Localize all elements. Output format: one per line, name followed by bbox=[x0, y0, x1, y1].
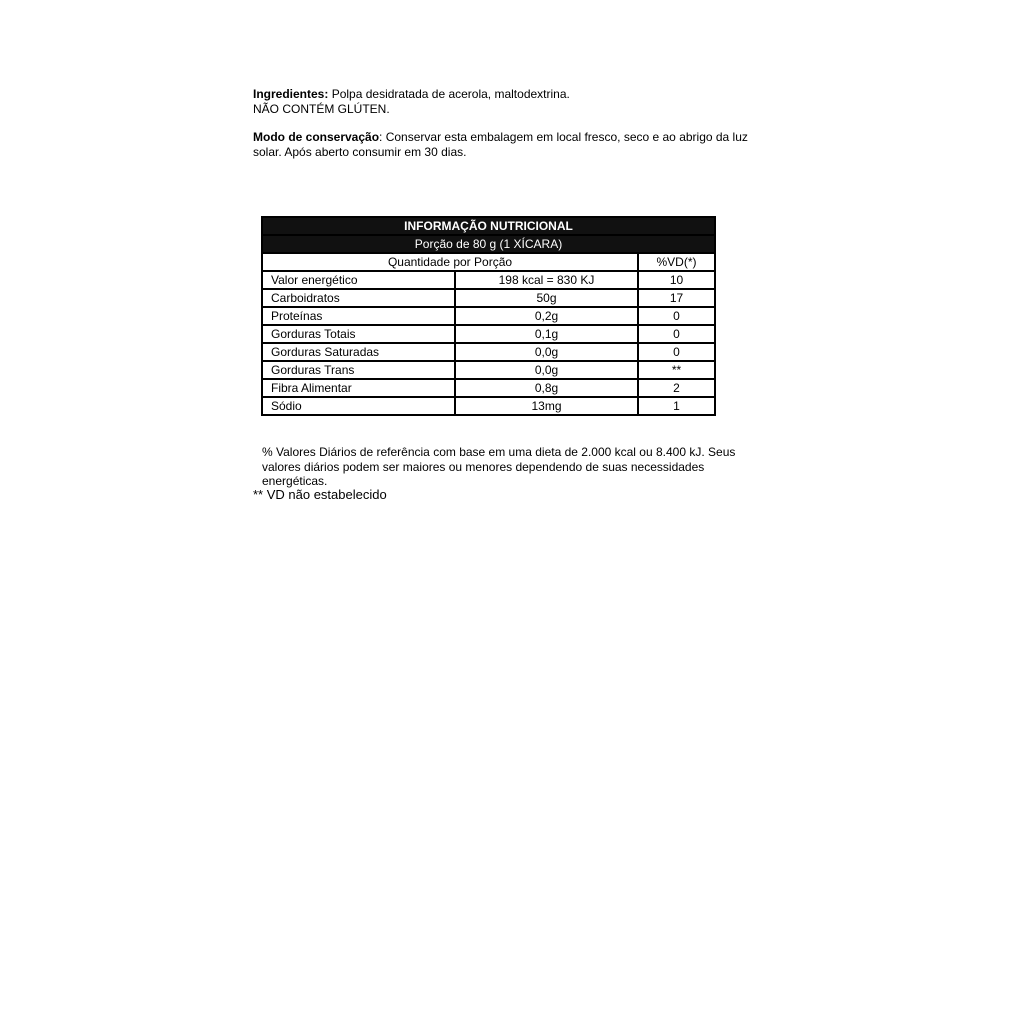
nutrient-name: Gorduras Saturadas bbox=[262, 343, 455, 361]
nutrient-amount: 0,1g bbox=[455, 325, 638, 343]
column-header-row bbox=[262, 253, 715, 271]
vd-not-established-footnote: ** VD não estabelecido bbox=[253, 487, 387, 502]
ingredients-line bbox=[253, 87, 773, 102]
nutrient-vd: 0 bbox=[638, 307, 715, 325]
nutrient-row bbox=[262, 361, 715, 379]
ingredients-text: Polpa desidratada de acerola, maltodextrina. bbox=[328, 87, 570, 101]
nutrient-amount: 50g bbox=[455, 289, 638, 307]
conservation-text: : Conservar esta embalagem em local fresco, seco e ao abrigo da luz solar. Após aberto consumir em 30 dias. bbox=[253, 130, 748, 159]
nutrient-vd: 2 bbox=[638, 379, 715, 397]
nutrient-vd: 0 bbox=[638, 325, 715, 343]
nutrient-amount: 0,8g bbox=[455, 379, 638, 397]
nutrient-name: Fibra Alimentar bbox=[262, 379, 455, 397]
nutrient-amount: 198 kcal = 830 KJ bbox=[455, 271, 638, 289]
nutrient-vd: ** bbox=[638, 361, 715, 379]
nutrient-row bbox=[262, 343, 715, 361]
nutrient-vd: 17 bbox=[638, 289, 715, 307]
col-quantity-header: Quantidade por Porção bbox=[262, 253, 638, 271]
nutrient-name: Carboidratos bbox=[262, 289, 455, 307]
nutrient-name: Gorduras Totais bbox=[262, 325, 455, 343]
nutrient-name: Valor energético bbox=[262, 271, 455, 289]
nutrient-amount: 0,0g bbox=[455, 361, 638, 379]
nutrient-row bbox=[262, 271, 715, 289]
nutrition-title-row bbox=[262, 217, 715, 235]
nutrient-amount: 0,0g bbox=[455, 343, 638, 361]
ingredients-label: Ingredientes: bbox=[253, 87, 329, 101]
nutrient-name: Gorduras Trans bbox=[262, 361, 455, 379]
nutrient-row bbox=[262, 289, 715, 307]
conservation-label: Modo de conservação bbox=[253, 130, 380, 144]
nutrient-row bbox=[262, 307, 715, 325]
nutrient-name: Sódio bbox=[262, 397, 455, 415]
nutrient-row bbox=[262, 325, 715, 343]
conservation-section bbox=[253, 130, 773, 159]
serving-row bbox=[262, 235, 715, 253]
nutrient-vd: 10 bbox=[638, 271, 715, 289]
nutrient-vd: 0 bbox=[638, 343, 715, 361]
nutrient-vd: 1 bbox=[638, 397, 715, 415]
nutrient-name: Proteínas bbox=[262, 307, 455, 325]
serving-size: Porção de 80 g (1 XÍCARA) bbox=[262, 235, 715, 253]
ingredients-section bbox=[253, 87, 773, 116]
nutrient-row bbox=[262, 379, 715, 397]
nutrient-amount: 13mg bbox=[455, 397, 638, 415]
nutrition-table bbox=[261, 216, 716, 416]
nutrient-row bbox=[262, 397, 715, 415]
col-vd-header: %VD(*) bbox=[638, 253, 715, 271]
gluten-notice: NÃO CONTÉM GLÚTEN. bbox=[253, 101, 390, 116]
daily-values-footnote: % Valores Diários de referência com base em uma dieta de 2.000 kcal ou 8.400 kJ. Seus valores diários podem ser maiores ou menores dependendo de suas necessidades energéticas. bbox=[262, 445, 736, 488]
nutrient-amount: 0,2g bbox=[455, 307, 638, 325]
nutrition-title: INFORMAÇÃO NUTRICIONAL bbox=[262, 217, 715, 235]
